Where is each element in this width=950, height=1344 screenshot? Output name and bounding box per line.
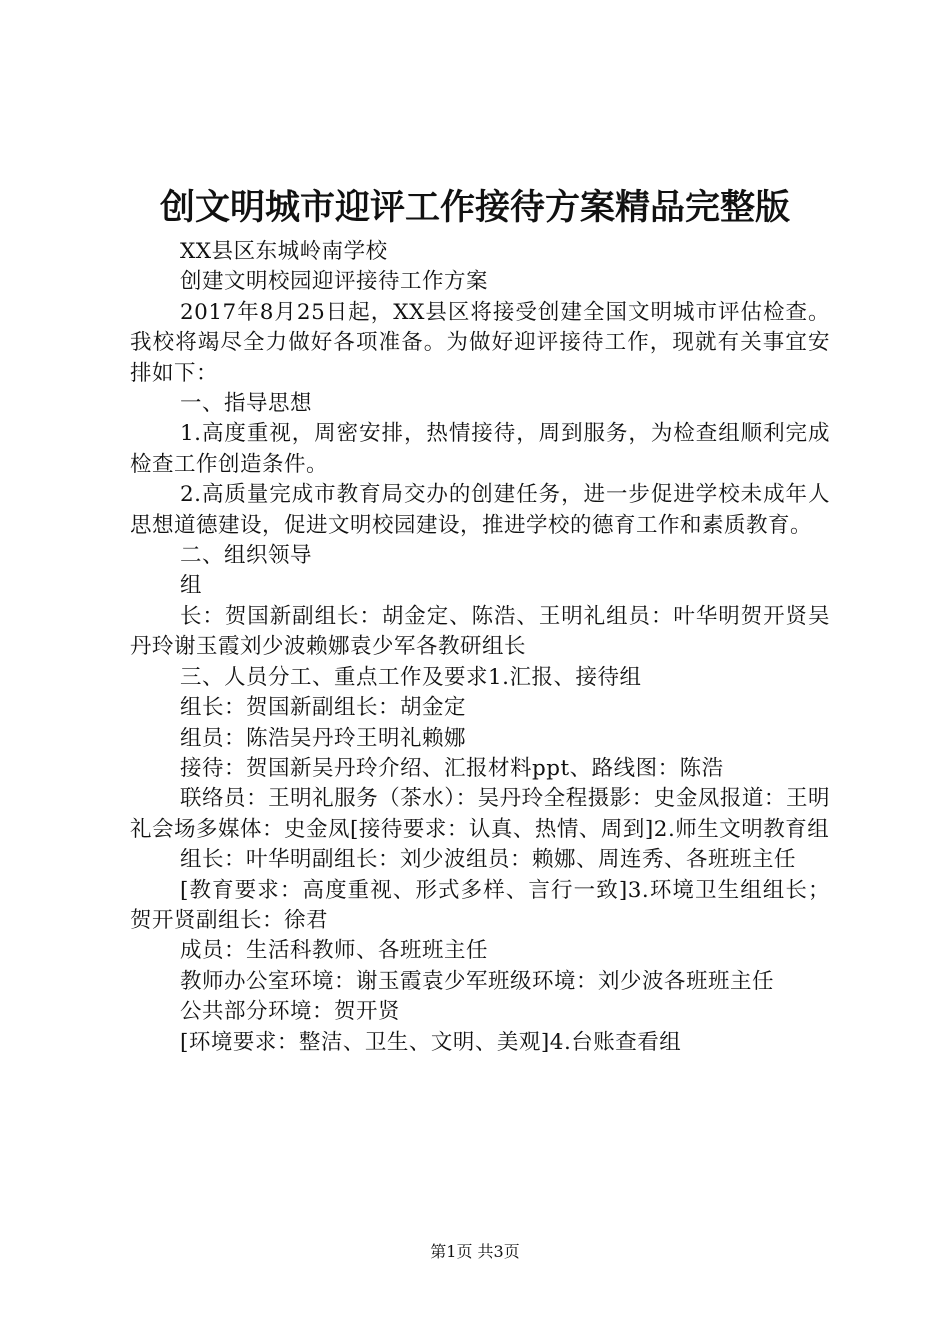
environment-requirements: [环境要求：整洁、卫生、文明、美观]4.台账查看组 [180, 1029, 682, 1055]
page-footer: 第1页 共3页 [430, 1242, 520, 1261]
intro-paragraph: 2017年8月25日起，XX县区将接受创建全国文明城市评估检查。我校将竭尽全力做好各项准备。为做好迎评接待工作，现就有关事宜安排如下： [130, 299, 830, 386]
education-group: 组长：叶华明副组长：刘少波组员：赖娜、周连秀、各班班主任 [180, 847, 797, 873]
plan-title: 创建文明校园迎评接待工作方案 [180, 269, 489, 295]
hygiene-members: 成员：生活科教师、各班班主任 [180, 938, 489, 964]
liaison-duties: 联络员：王明礼服务（茶水）：吴丹玲全程摄影：史金凤报道：王明礼会场多媒体：史金凤[接待要求：认真、热情、周到]2.师生文明教育组 [130, 786, 830, 842]
section-heading-guiding-ideology: 一、指导思想 [180, 391, 313, 417]
reception-leaders: 组长：贺国新副组长：胡金定 [180, 695, 467, 721]
office-environment: 教师办公室环境：谢玉霞袁少军班级环境：刘少波各班班主任 [180, 968, 775, 994]
reception-duties: 接待：贺国新吴丹玲介绍、汇报材料ppt、路线图：陈浩 [180, 755, 724, 781]
section-heading-division: 三、人员分工、重点工作及要求1.汇报、接待组 [180, 664, 642, 690]
reception-members: 组员：陈浩吴丹玲王明礼赖娜 [180, 725, 467, 751]
section-heading-leadership: 二、组织领导 [180, 543, 313, 569]
leadership-group-label: 组 [180, 573, 203, 599]
leadership-members: 长：贺国新副组长：胡金定、陈浩、王明礼组员：叶华明贺开贤吴丹玲谢玉霞刘少波赖娜袁少军各教研组长 [130, 603, 830, 660]
guiding-item-1: 1.高度重视，周密安排，热情接待，周到服务，为检查组顺利完成检查工作创造条件。 [130, 421, 830, 477]
education-requirements: [教育要求：高度重视、形式多样、言行一致]3.环境卫生组组长；贺开贤副组长：徐君 [130, 877, 830, 933]
document-body [130, 237, 830, 1058]
document-title: 创文明城市迎评工作接待方案精品完整版 [159, 187, 790, 228]
public-environment: 公共部分环境：贺开贤 [180, 999, 401, 1025]
guiding-item-2: 2.高质量完成市教育局交办的创建任务，进一步促进学校未成年人思想道德建设，促进文明校园建设，推进学校的德育工作和素质教育。 [130, 482, 830, 538]
school-name: XX县区东城岭南学校 [180, 239, 388, 264]
